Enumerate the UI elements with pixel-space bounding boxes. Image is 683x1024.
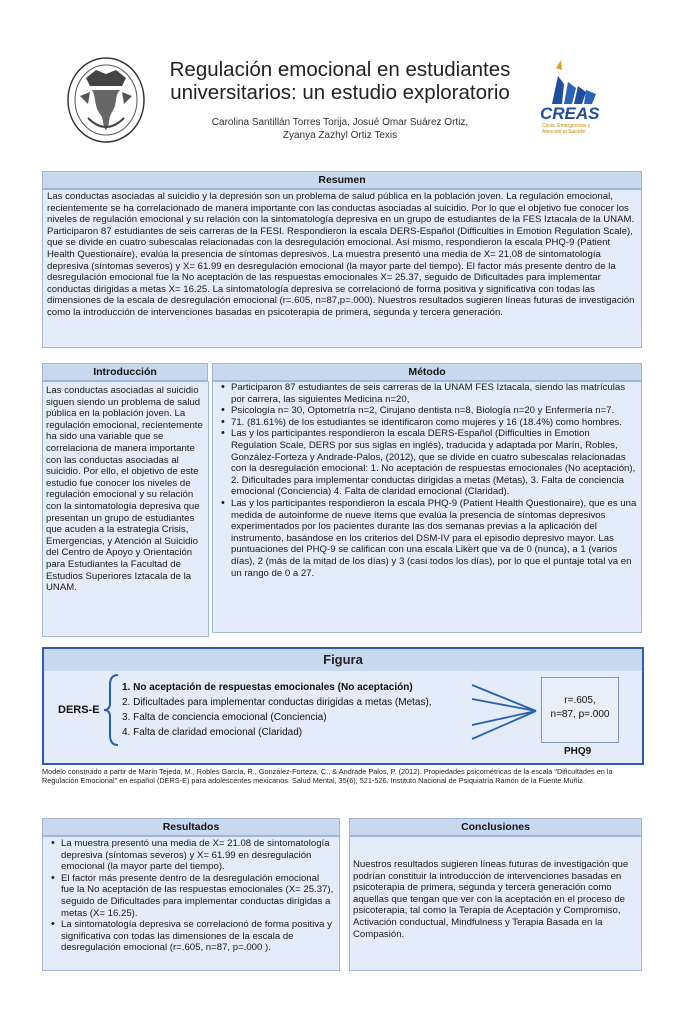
poster-title — [150, 58, 530, 104]
metodo-item: • Participaron 87 estudiantes de seis carreras de la UNAM FES Iztacala, siendo las matrículas por carrera, las siguientes Medicina n=20, — [231, 382, 637, 405]
unam-seal-logo — [66, 56, 146, 144]
resultados-item: • La muestra presentó una media de X= 21.08 de sintomatología depresiva (síntomas severos) y X= 61.99 en desregulación emocional (la mayor parte del tiempo). — [61, 838, 335, 873]
conclusiones-body — [349, 836, 642, 971]
result-box — [541, 677, 619, 743]
figura-diagram — [42, 671, 644, 765]
resultados-body — [42, 836, 340, 971]
title-line-1: Regulación emocional en estudiantes — [169, 58, 511, 81]
resumen-heading: Resumen — [42, 171, 642, 189]
phq9-label: PHQ9 — [564, 746, 592, 757]
title-line-2: universitarios: un estudio exploratorio — [170, 81, 510, 104]
authors — [150, 116, 530, 142]
resumen-text: Las conductas asociadas al suicidio y la depresión son un problema de salud pública en la población joven. La regulación emocional, recientemente se ha correlacionado de manera importante con las conductas asociadas al suicidio. Por lo que el objetivo fue conocer los niveles de regulación emocional y su relación con la sintomatología depresiva en un grupo de estudiantes de la FES Iztacala de la UNAM. Participaron 87 estudiantes de seis carreras de la FESI. Respondieron la escala DERS-Español (Difficulties in Emotion Regulation Scale), que se divide en cuatro subescalas relacionadas con la desregulación emocional. Así mismo, respondieron la escala PHQ-9 (Patient Health Questionaire), evalúa la presencia de síntomas depresivos. La muestra presentó una media de X= 21.08 de sintomatología depresiva (síntomas severos) y X= 61.99 en desregulación emocional (la mayor parte del tiempo). El factor más presente dentro de la desregulación emocional fue la No aceptación de las respuestas emocionales X= 25.37, seguido de Dificultades para implementar conductas dirigidas a metas X= 16.25. La sintomatología depresiva se correlacionó de forma positiva y significativa con todas las dimensiones de la escala de desregulación emocional (r=.605, n=87,p=.000). Nuestros resultados sugieren líneas futuras de investigación como la introducción de intervenciones basadas en psicoterapia de primera, segunda y tercera generación. — [42, 189, 642, 348]
creas-logo-subtitle: Crisis, Emergencias y Atención al Suicidio — [542, 123, 591, 135]
resultados-list — [47, 838, 335, 954]
figura-caption: Modelo construido a partir de Marín Tejeda, M., Robles García, R., González-Forteza, C., & Andrade Palos, P. (2012). Propiedades psicométricas de la escala "Dificultades en la Regulación Emocional" en español (DERS-E) para adolescentes mexicanos. Salud Mental, 35(6), 521-526. Instituto Nacional de Psiquiatría Ramón de la Fuente Muñiz. — [42, 767, 613, 785]
resultados-item: • El factor más presente dentro de la desregulación emocional fue la No aceptación de las respuestas emocionales (X= 25.37), seguido de Dificultades para implementar conductas dirigidas a metas (X= 16.25). — [61, 873, 335, 919]
metodo-item: • 71. (81.61%) de los estudiantes se identificaron como mujeres y 16 (18.4%) como hombres. — [231, 417, 637, 429]
left-brace-icon — [102, 673, 122, 747]
figura-item-1: 1. No aceptación de respuestas emocionales (No aceptación) — [122, 682, 413, 693]
conclusiones-text: Nuestros resultados sugieren líneas futuras de investigación que podrían constituir la introducción de intervenciones basadas en psicoterapia de primera, segunda y tercera generación como aquellas que tengan que ver con la aceptación en el proceso de psicoterapia, tal como la Terapia de Aceptación y Compromiso, Activación conductual, Mindfulness y Terapia Basada en la Compasión. — [353, 859, 629, 940]
authors-line-1: Carolina Santillán Torres Torija, Josué Omar Suárez Ortiz, — [211, 117, 469, 128]
resultados-item: • La sintomatología depresiva se correlacionó de forma positiva y significativa con todas las dimensiones de la escala de desregulación emocional (r=.605, n=87, p=.000 ). — [61, 919, 335, 954]
metodo-item: • Psicología n= 30, Optometría n=2, Cirujano dentista n=8, Biología n=20 y Enfermería n=7. — [231, 405, 637, 417]
metodo-list — [217, 382, 637, 579]
introduccion-heading: Introducción — [42, 363, 208, 381]
conclusiones-heading: Conclusiones — [349, 818, 642, 836]
figura-item-4: 4. Falta de claridad emocional (Claridad) — [122, 727, 303, 738]
introduccion-text: Las conductas asociadas al suicidio siguen siendo un problema de salud pública en la población joven. La regulación emocional, recientemente ha sido una variable que se correlaciona de manera importante con las conductas asociadas al suicidio. Por ello, el objetivo de este estudio fue conocer los niveles de regulación emocional y su relación con la sintomatología depresiva que presentan un grupo de estudiantes que acuden a la estrategia Crisis, Emergencias, y Atención al Suicidio del Centro de Apoyo y Orientación para Estudiantes la Facultad de Estudios Superiores Iztacala de la UNAM. — [42, 381, 209, 637]
metodo-item: • Las y los participantes respondieron la escala DERS-Español (Difficulties in Emotion Regulation Scale, DERS por sus siglas en inglés), traducida y adaptada por Marín, Robles, González-Forteza y Andrade-Palos, (2012), que se divide en cuatro subescalas relacionadas con la desregulación emocional: 1. No aceptación de respuestas emocionales (No aceptación), 2. Dificultades para implementar conductas dirigidas a metas (Metas), 3. Falta de conciencia emocional (Conciencia) 4. Falta de claridad emocional (Claridad). — [231, 428, 637, 498]
figura-item-2: 2. Dificultades para implementar conductas dirigidas a metas (Metas), — [122, 697, 432, 708]
result-r: r=.605, — [564, 695, 596, 706]
metodo-item: • Las y los participantes respondieron la escala PHQ-9 (Patient Health Questionaire), que es una medida de autoinforme de nueve ítems que evalúa la presencia de síntomas depresivos experimentados por los pacientes durante las dos semanas previas a la aplicación del instrumento, basándose en los criterios del DSM-IV para el episodio depresivo mayor. Las puntuaciones del PHQ-9 se califican con una escala Likert que va de 0 (nunca), a 1 (varios días), 2 (más de la mitad de los días) y 3 (casi todos los días), por lo que el puntaje total va en un rango de 0 a 27. — [231, 498, 637, 579]
figura-item-3: 3. Falta de conciencia emocional (Conciencia) — [122, 712, 327, 723]
converging-arrows-icon — [470, 681, 542, 743]
metodo-heading: Método — [212, 363, 642, 381]
result-n-p: n=87, p=.000 — [550, 709, 610, 720]
authors-line-2: Zyanya Zazhyl Ortiz Texis — [282, 130, 398, 141]
creas-logo-word: CREAS — [540, 104, 600, 123]
creas-logo — [538, 60, 618, 140]
figura-heading: Figura — [42, 647, 644, 673]
resultados-heading: Resultados — [42, 818, 340, 836]
metodo-body — [212, 381, 642, 633]
ders-e-label: DERS-E — [58, 704, 100, 716]
